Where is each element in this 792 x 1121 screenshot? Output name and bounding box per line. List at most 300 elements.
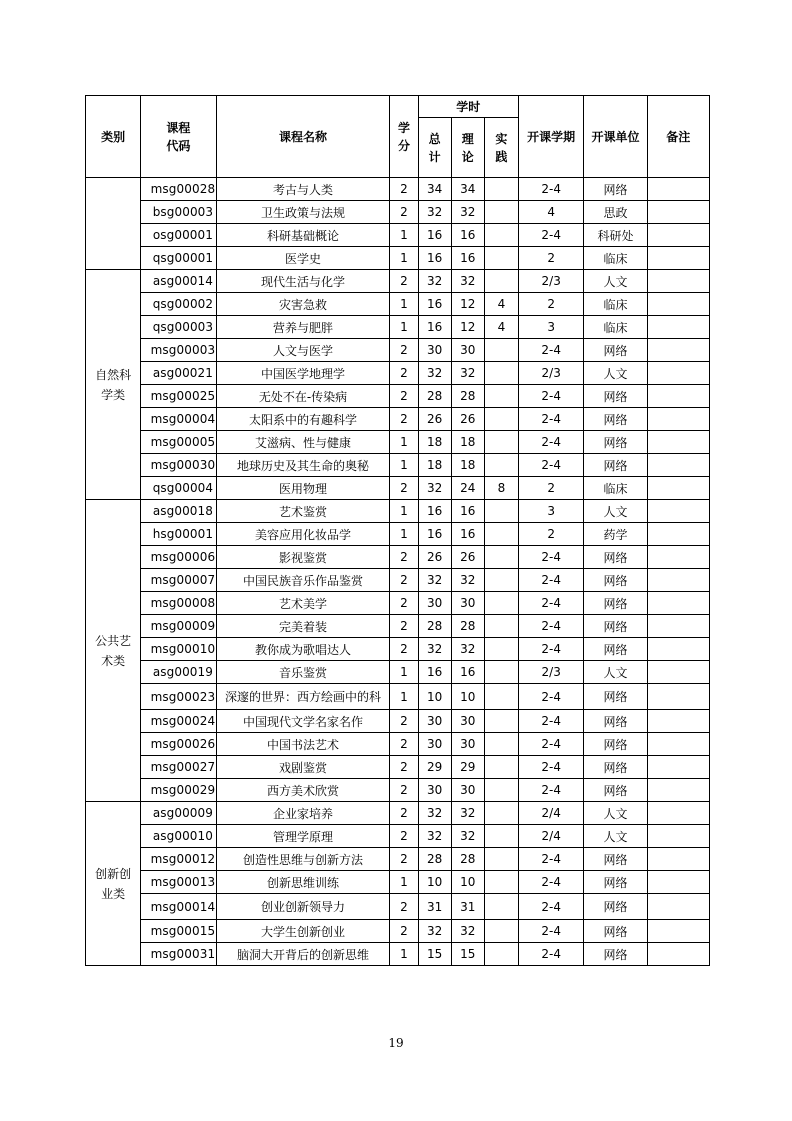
course-remark	[647, 339, 709, 362]
course-theory-hours: 28	[451, 385, 484, 408]
course-practice-hours	[484, 362, 518, 385]
course-name: 戏剧鉴赏	[216, 756, 390, 779]
course-credit: 2	[390, 615, 418, 638]
course-practice-hours	[484, 247, 518, 270]
course-theory-hours: 34	[451, 178, 484, 201]
course-semester: 2-4	[519, 638, 584, 661]
header-credit	[390, 96, 418, 178]
course-total-hours: 30	[418, 339, 451, 362]
course-practice-hours	[484, 710, 518, 733]
table-row	[86, 733, 710, 756]
course-semester: 2/3	[519, 270, 584, 293]
course-total-hours: 34	[418, 178, 451, 201]
course-code: osg00001	[141, 224, 216, 247]
course-credit: 1	[390, 943, 418, 966]
table-row	[86, 224, 710, 247]
course-code: msg00029	[141, 779, 216, 802]
header-code-line1: 课程	[166, 120, 191, 135]
course-remark	[647, 454, 709, 477]
course-remark	[647, 408, 709, 431]
header-credit-line2: 分	[397, 138, 410, 153]
course-theory-hours: 16	[451, 523, 484, 546]
course-credit: 1	[390, 316, 418, 339]
header-code-line2: 代码	[166, 138, 191, 153]
course-practice-hours	[484, 871, 518, 894]
course-name: 深邃的世界：西方绘画中的科	[216, 684, 390, 710]
course-theory-hours: 26	[451, 546, 484, 569]
course-semester: 2-4	[519, 756, 584, 779]
course-semester: 2-4	[519, 779, 584, 802]
course-remark	[647, 523, 709, 546]
course-unit: 网络	[584, 943, 647, 966]
course-practice-hours	[484, 224, 518, 247]
course-unit: 网络	[584, 920, 647, 943]
course-theory-hours: 26	[451, 408, 484, 431]
header-practice	[484, 118, 518, 178]
course-name: 完美着装	[216, 615, 390, 638]
course-code: msg00004	[141, 408, 216, 431]
table-header	[86, 96, 710, 178]
course-theory-hours: 28	[451, 615, 484, 638]
course-total-hours: 16	[418, 500, 451, 523]
course-practice-hours	[484, 270, 518, 293]
course-total-hours: 32	[418, 362, 451, 385]
course-theory-hours: 32	[451, 920, 484, 943]
course-remark	[647, 477, 709, 500]
course-total-hours: 32	[418, 825, 451, 848]
course-practice-hours	[484, 431, 518, 454]
table-row	[86, 247, 710, 270]
course-unit: 网络	[584, 756, 647, 779]
course-theory-hours: 32	[451, 802, 484, 825]
course-credit: 2	[390, 825, 418, 848]
course-unit: 网络	[584, 546, 647, 569]
course-unit: 网络	[584, 684, 647, 710]
table-row	[86, 756, 710, 779]
course-total-hours: 28	[418, 385, 451, 408]
course-remark	[647, 756, 709, 779]
table-row	[86, 316, 710, 339]
course-unit: 临床	[584, 316, 647, 339]
course-total-hours: 16	[418, 523, 451, 546]
table-body	[86, 178, 710, 966]
course-semester: 2-4	[519, 408, 584, 431]
category-label: 术类	[101, 653, 126, 668]
course-credit: 1	[390, 661, 418, 684]
course-code: msg00005	[141, 431, 216, 454]
course-total-hours: 15	[418, 943, 451, 966]
table-row	[86, 270, 710, 293]
category-cell	[86, 802, 141, 966]
course-theory-hours: 28	[451, 848, 484, 871]
course-unit: 网络	[584, 638, 647, 661]
course-unit: 临床	[584, 247, 647, 270]
course-name: 卫生政策与法规	[216, 201, 390, 224]
course-remark	[647, 316, 709, 339]
header-total	[418, 118, 451, 178]
course-total-hours: 30	[418, 733, 451, 756]
header-total-line1: 总	[428, 131, 441, 146]
table-row	[86, 638, 710, 661]
course-credit: 2	[390, 638, 418, 661]
course-total-hours: 18	[418, 454, 451, 477]
course-practice-hours	[484, 178, 518, 201]
course-semester: 2-4	[519, 615, 584, 638]
course-semester: 2	[519, 293, 584, 316]
header-theory	[451, 118, 484, 178]
course-name: 创造性思维与创新方法	[216, 848, 390, 871]
table-row	[86, 592, 710, 615]
course-semester: 2/4	[519, 802, 584, 825]
course-theory-hours: 30	[451, 733, 484, 756]
course-total-hours: 26	[418, 408, 451, 431]
table-row	[86, 779, 710, 802]
course-theory-hours: 30	[451, 710, 484, 733]
course-total-hours: 30	[418, 592, 451, 615]
course-remark	[647, 802, 709, 825]
course-theory-hours: 30	[451, 339, 484, 362]
course-semester: 2-4	[519, 178, 584, 201]
course-semester: 4	[519, 201, 584, 224]
course-semester: 2-4	[519, 339, 584, 362]
table-row	[86, 569, 710, 592]
course-semester: 2-4	[519, 710, 584, 733]
course-practice-hours	[484, 661, 518, 684]
course-semester: 2-4	[519, 871, 584, 894]
table-row	[86, 293, 710, 316]
course-practice-hours	[484, 779, 518, 802]
course-total-hours: 30	[418, 779, 451, 802]
course-unit: 人文	[584, 362, 647, 385]
course-semester: 2-4	[519, 224, 584, 247]
course-remark	[647, 178, 709, 201]
course-total-hours: 28	[418, 848, 451, 871]
course-credit: 2	[390, 920, 418, 943]
course-total-hours: 30	[418, 710, 451, 733]
course-practice-hours	[484, 943, 518, 966]
header-theory-line1: 理	[461, 131, 474, 146]
course-practice-hours: 4	[484, 293, 518, 316]
course-theory-hours: 30	[451, 592, 484, 615]
course-remark	[647, 684, 709, 710]
course-total-hours: 32	[418, 201, 451, 224]
course-name: 考古与人类	[216, 178, 390, 201]
course-credit: 1	[390, 293, 418, 316]
course-semester: 3	[519, 316, 584, 339]
course-name: 中国医学地理学	[216, 362, 390, 385]
course-practice-hours	[484, 848, 518, 871]
category-label: 学类	[101, 387, 126, 402]
course-theory-hours: 32	[451, 569, 484, 592]
table-row	[86, 848, 710, 871]
table-row	[86, 362, 710, 385]
category-label: 创新创	[95, 866, 132, 881]
course-total-hours: 16	[418, 293, 451, 316]
course-code: msg00027	[141, 756, 216, 779]
course-credit: 1	[390, 523, 418, 546]
course-name: 现代生活与化学	[216, 270, 390, 293]
course-code: qsg00002	[141, 293, 216, 316]
course-practice-hours	[484, 201, 518, 224]
table-row	[86, 408, 710, 431]
page-number: 19	[388, 1036, 404, 1050]
course-unit: 网络	[584, 733, 647, 756]
course-theory-hours: 16	[451, 247, 484, 270]
course-credit: 2	[390, 408, 418, 431]
header-theory-line2: 论	[461, 149, 474, 164]
course-name: 艺术美学	[216, 592, 390, 615]
course-remark	[647, 569, 709, 592]
course-unit: 网络	[584, 848, 647, 871]
course-code: msg00010	[141, 638, 216, 661]
course-semester: 2	[519, 477, 584, 500]
course-practice-hours	[484, 615, 518, 638]
table-row	[86, 825, 710, 848]
course-credit: 1	[390, 500, 418, 523]
course-unit: 临床	[584, 293, 647, 316]
course-practice-hours	[484, 920, 518, 943]
header-hours: 学时	[418, 96, 519, 118]
table-row	[86, 477, 710, 500]
course-total-hours: 18	[418, 431, 451, 454]
course-code: asg00010	[141, 825, 216, 848]
course-remark	[647, 247, 709, 270]
table-row	[86, 201, 710, 224]
table-row	[86, 684, 710, 710]
course-name: 中国书法艺术	[216, 733, 390, 756]
course-remark	[647, 431, 709, 454]
table-row	[86, 920, 710, 943]
course-semester: 2-4	[519, 894, 584, 920]
table-row	[86, 339, 710, 362]
course-name: 灾害急救	[216, 293, 390, 316]
course-unit: 网络	[584, 408, 647, 431]
course-semester: 2-4	[519, 733, 584, 756]
course-credit: 2	[390, 848, 418, 871]
course-theory-hours: 32	[451, 638, 484, 661]
course-code: asg00019	[141, 661, 216, 684]
course-semester: 2/3	[519, 661, 584, 684]
course-unit: 临床	[584, 477, 647, 500]
course-theory-hours: 10	[451, 684, 484, 710]
course-unit: 网络	[584, 871, 647, 894]
course-unit: 人文	[584, 500, 647, 523]
course-code: asg00014	[141, 270, 216, 293]
course-practice-hours	[484, 546, 518, 569]
course-name: 中国民族音乐作品鉴赏	[216, 569, 390, 592]
course-credit: 2	[390, 569, 418, 592]
table-row	[86, 385, 710, 408]
table-row	[86, 523, 710, 546]
course-total-hours: 10	[418, 871, 451, 894]
course-practice-hours	[484, 592, 518, 615]
table-row	[86, 871, 710, 894]
course-credit: 1	[390, 454, 418, 477]
course-practice-hours	[484, 385, 518, 408]
course-theory-hours: 16	[451, 224, 484, 247]
course-code: msg00008	[141, 592, 216, 615]
course-unit: 网络	[584, 431, 647, 454]
course-unit: 人文	[584, 825, 647, 848]
course-unit: 人文	[584, 270, 647, 293]
course-semester: 2-4	[519, 569, 584, 592]
course-code: qsg00001	[141, 247, 216, 270]
course-remark	[647, 615, 709, 638]
course-practice-hours: 8	[484, 477, 518, 500]
course-credit: 1	[390, 684, 418, 710]
course-theory-hours: 32	[451, 270, 484, 293]
course-unit: 网络	[584, 569, 647, 592]
course-theory-hours: 15	[451, 943, 484, 966]
course-unit: 网络	[584, 178, 647, 201]
course-unit: 网络	[584, 454, 647, 477]
course-code: msg00012	[141, 848, 216, 871]
course-total-hours: 32	[418, 477, 451, 500]
course-total-hours: 26	[418, 546, 451, 569]
course-remark	[647, 733, 709, 756]
course-code: asg00021	[141, 362, 216, 385]
header-practice-line2: 践	[495, 149, 508, 164]
course-name: 管理学原理	[216, 825, 390, 848]
course-code: msg00013	[141, 871, 216, 894]
course-code: msg00031	[141, 943, 216, 966]
course-total-hours: 32	[418, 270, 451, 293]
course-credit: 2	[390, 802, 418, 825]
course-remark	[647, 710, 709, 733]
course-credit: 1	[390, 431, 418, 454]
course-name: 企业家培养	[216, 802, 390, 825]
course-code: hsg00001	[141, 523, 216, 546]
course-theory-hours: 32	[451, 201, 484, 224]
course-code: qsg00003	[141, 316, 216, 339]
course-theory-hours: 12	[451, 293, 484, 316]
course-practice-hours	[484, 339, 518, 362]
course-practice-hours	[484, 500, 518, 523]
course-remark	[647, 224, 709, 247]
course-theory-hours: 10	[451, 871, 484, 894]
table-row	[86, 546, 710, 569]
header-unit: 开课单位	[584, 96, 647, 178]
course-semester: 3	[519, 500, 584, 523]
course-credit: 2	[390, 592, 418, 615]
course-total-hours: 28	[418, 615, 451, 638]
course-unit: 网络	[584, 894, 647, 920]
table-row	[86, 500, 710, 523]
course-remark	[647, 779, 709, 802]
course-theory-hours: 18	[451, 454, 484, 477]
course-table	[85, 95, 710, 966]
course-credit: 2	[390, 710, 418, 733]
course-practice-hours: 4	[484, 316, 518, 339]
course-credit: 1	[390, 224, 418, 247]
course-name: 脑洞大开背后的创新思维	[216, 943, 390, 966]
course-code: msg00014	[141, 894, 216, 920]
header-name: 课程名称	[216, 96, 390, 178]
course-unit: 人文	[584, 802, 647, 825]
course-credit: 2	[390, 477, 418, 500]
course-theory-hours: 16	[451, 500, 484, 523]
category-label: 自然科	[95, 367, 132, 382]
course-practice-hours	[484, 638, 518, 661]
course-code: msg00006	[141, 546, 216, 569]
course-unit: 药学	[584, 523, 647, 546]
course-name: 艾滋病、性与健康	[216, 431, 390, 454]
course-credit: 2	[390, 362, 418, 385]
table-row	[86, 802, 710, 825]
course-total-hours: 32	[418, 920, 451, 943]
category-cell	[86, 270, 141, 500]
course-remark	[647, 500, 709, 523]
header-code	[141, 96, 216, 178]
course-semester: 2	[519, 247, 584, 270]
course-semester: 2-4	[519, 920, 584, 943]
course-semester: 2-4	[519, 431, 584, 454]
course-remark	[647, 943, 709, 966]
course-credit: 2	[390, 270, 418, 293]
course-remark	[647, 362, 709, 385]
course-semester: 2-4	[519, 385, 584, 408]
course-semester: 2-4	[519, 592, 584, 615]
course-code: msg00030	[141, 454, 216, 477]
course-name: 大学生创新创业	[216, 920, 390, 943]
course-practice-hours	[484, 408, 518, 431]
course-credit: 2	[390, 894, 418, 920]
course-unit: 科研处	[584, 224, 647, 247]
course-credit: 2	[390, 201, 418, 224]
course-theory-hours: 16	[451, 661, 484, 684]
table-row	[86, 178, 710, 201]
table-row	[86, 661, 710, 684]
course-name: 太阳系中的有趣科学	[216, 408, 390, 431]
course-practice-hours	[484, 523, 518, 546]
course-name: 艺术鉴赏	[216, 500, 390, 523]
course-theory-hours: 30	[451, 779, 484, 802]
course-name: 地球历史及其生命的奥秘	[216, 454, 390, 477]
course-name: 人文与医学	[216, 339, 390, 362]
course-credit: 1	[390, 247, 418, 270]
course-name: 创新思维训练	[216, 871, 390, 894]
course-practice-hours	[484, 894, 518, 920]
course-unit: 网络	[584, 779, 647, 802]
course-total-hours: 10	[418, 684, 451, 710]
course-credit: 2	[390, 339, 418, 362]
course-practice-hours	[484, 756, 518, 779]
course-total-hours: 31	[418, 894, 451, 920]
course-name: 美容应用化妆品学	[216, 523, 390, 546]
course-unit: 网络	[584, 385, 647, 408]
category-label: 业类	[101, 886, 126, 901]
course-remark	[647, 848, 709, 871]
course-semester: 2	[519, 523, 584, 546]
course-remark	[647, 546, 709, 569]
course-practice-hours	[484, 802, 518, 825]
course-theory-hours: 24	[451, 477, 484, 500]
course-name: 音乐鉴赏	[216, 661, 390, 684]
course-credit: 2	[390, 546, 418, 569]
course-name: 中国现代文学名家名作	[216, 710, 390, 733]
course-total-hours: 32	[418, 638, 451, 661]
course-code: msg00015	[141, 920, 216, 943]
header-semester: 开课学期	[519, 96, 584, 178]
course-unit: 网络	[584, 592, 647, 615]
header-practice-line1: 实	[495, 131, 508, 146]
course-name: 医学史	[216, 247, 390, 270]
course-practice-hours	[484, 733, 518, 756]
header-credit-line1: 学	[397, 120, 410, 135]
course-semester: 2/4	[519, 825, 584, 848]
course-code: msg00009	[141, 615, 216, 638]
course-code: msg00007	[141, 569, 216, 592]
